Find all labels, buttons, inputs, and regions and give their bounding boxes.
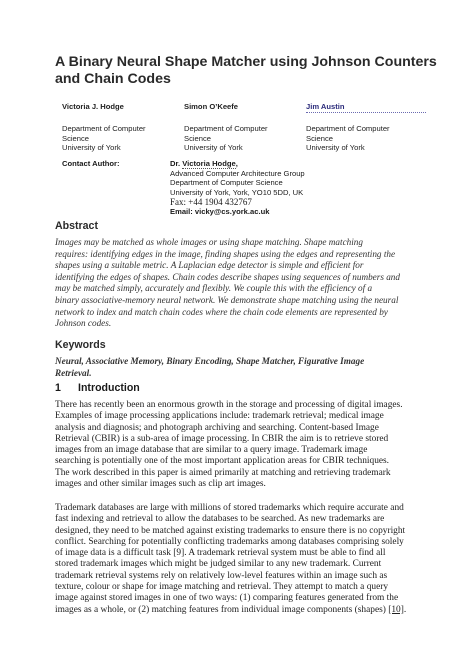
affiliation-line: University of York (62, 143, 121, 153)
intro-paragraph-1 (55, 400, 425, 490)
affiliation-line: Science (62, 133, 90, 143)
paragraph-line: The work described in this paper is aimed primarily at matching and retrieving trademark (55, 467, 391, 478)
contact-name-link[interactable]: Victoria Hodge (182, 159, 236, 168)
abstract-line: binary associative-memory neural network. We demonstrate shape matching using the neural (55, 294, 399, 305)
author-affiliation (62, 124, 146, 153)
contact-name (170, 159, 305, 169)
paragraph-line: Retrieval (CBIR) is a sub-area of image processing. In CBIR the aim is to retrieve stored (55, 433, 389, 444)
affiliation-line: Department of Computer (306, 124, 390, 133)
introduction-heading: Introduction (78, 382, 140, 394)
paragraph-line: of image data is a difficult task [9]. A trademark retrieval system must be able to find all (55, 548, 386, 559)
title-line: and Chain Codes (55, 71, 171, 87)
keywords-body (55, 356, 425, 379)
paragraph-line: texture, colour or shape for image matching and retrieval. They attempt to match a query (55, 582, 389, 593)
paragraph-line: designed, they need to be matched against existing trademarks to ensure there is no copyright (55, 525, 406, 536)
author-name: Simon O’Keefe (184, 102, 239, 111)
affiliation-line: University of York (184, 143, 243, 153)
keywords-line: Neural, Associative Memory, Binary Encoding, Shape Matcher, Figurative Image (55, 356, 365, 366)
paragraph-line: images and other similar images such as clip art images. (55, 479, 266, 490)
contact-title: Dr. (170, 159, 183, 168)
paragraph-line: conflict. Searching for potentially conflicting trademarks among databases comprising solely (55, 536, 404, 547)
abstract-line: network to index and match chain codes where the chain code elements are represented by (55, 306, 388, 317)
paragraph-line: stored trademark images which might be judged similar to any new trademark. Current (55, 559, 382, 570)
citation-link[interactable]: [10] (388, 604, 404, 615)
affiliation-line: University of York (306, 143, 365, 153)
paragraph-line: Trademark databases are large with millions of stored trademarks which require accurate and (55, 503, 404, 513)
paragraph-line: images from an image database that are similar to a query image. Trademark image (55, 445, 368, 456)
author-block (62, 102, 182, 153)
author-block (306, 102, 426, 153)
affiliation-line: Science (184, 133, 212, 143)
paper-title (55, 54, 435, 88)
abstract-line: requires: identifying edges in the image, finding shapes using the edges and representing the (55, 248, 396, 259)
section-number: 1 (55, 382, 61, 394)
paragraph-line: searching is potentially one of the most important application areas for CBIR techniques. (55, 456, 390, 467)
abstract-line: Images may be matched as whole images or using shape matching. Shape matching (55, 237, 363, 247)
abstract-line: identifying the edges of shapes. Chain codes describe shapes using sequences of numbers and (55, 271, 400, 282)
author-block (184, 102, 304, 153)
paragraph-text: . (403, 604, 407, 615)
abstract-heading: Abstract (55, 220, 98, 232)
contact-details (170, 159, 305, 217)
contact-label: Contact Author: (62, 159, 120, 168)
affiliation-line: Department of Computer (184, 124, 268, 133)
contact-line: Advanced Computer Architecture Group (170, 168, 305, 178)
contact-email: Email: vicky@cs.york.ac.uk (170, 207, 270, 217)
author-name-link[interactable]: Jim Austin (306, 102, 426, 113)
paragraph-line: trademark retrieval systems rely on relatively low-level features within an image such as (55, 570, 388, 581)
author-name: Victoria J. Hodge (62, 102, 124, 111)
paragraph-line: analysis and diagnosis; and photograph archiving and searching. Content-based Image (55, 422, 379, 433)
keywords-line: Retrieval. (55, 367, 92, 378)
contact-name-suffix: , (235, 159, 238, 168)
paragraph-line: image against stored images in one of two ways: (1) comparing features generated from the (55, 593, 399, 604)
abstract-line: may be matched simply, accurately and flexibly. We couple this with the efficiency of a (55, 283, 373, 294)
title-line: A Binary Neural Shape Matcher using Johnson Counters (55, 54, 437, 70)
contact-fax: Fax: +44 1904 432767 (170, 197, 252, 208)
paragraph-line (55, 605, 425, 616)
abstract-line: Johnson codes. (55, 318, 112, 329)
paragraph-line: There has recently been an enormous growth in the storage and processing of digital images. (55, 400, 403, 410)
affiliation-line: Department of Computer (62, 124, 146, 133)
paragraph-line: fast indexing and retrieval to allow the databases to be searched. As new trademarks are (55, 514, 385, 525)
abstract-line: shapes using a suitable metric. A Laplacian edge detector is simple and efficient for (55, 260, 364, 271)
abstract-body (55, 237, 425, 330)
affiliation-line: Science (306, 133, 334, 143)
paragraph-text: images as a whole, or (2) matching features from individual image components (shapes) (55, 604, 389, 615)
author-affiliation (184, 124, 268, 153)
intro-paragraph-2 (55, 503, 425, 616)
contact-line: Department of Computer Science (170, 178, 283, 188)
paragraph-line: Examples of image processing applications include: trademark retrieval; medical image (55, 411, 384, 422)
keywords-heading: Keywords (55, 339, 106, 351)
author-affiliation (306, 124, 390, 153)
contact-line: University of York, York, YO10 5DD, UK (170, 187, 304, 197)
